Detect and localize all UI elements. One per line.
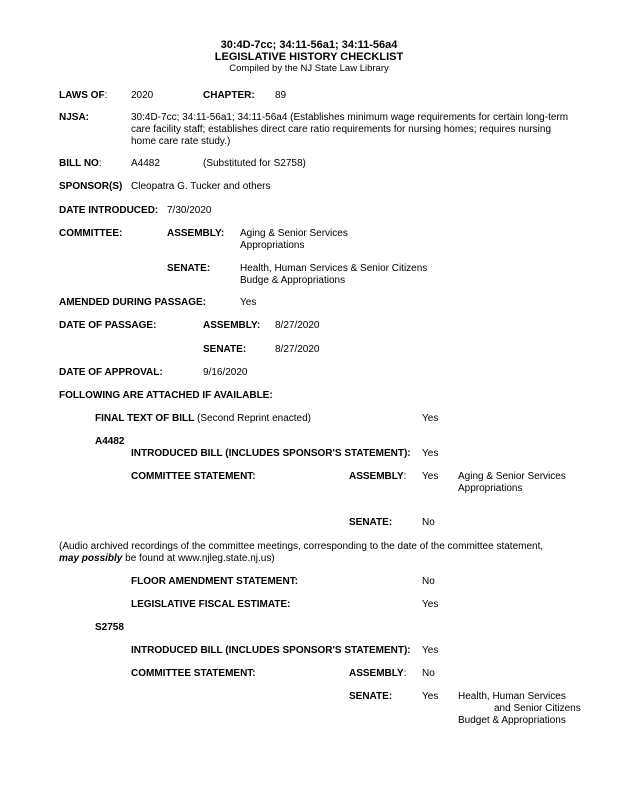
s2758-label: S2758 <box>95 622 124 633</box>
s2758-introduced-label: INTRODUCED BILL (INCLUDES SPONSOR'S STATEMENT): <box>131 645 411 656</box>
a4482-senate-label: SENATE: <box>349 517 393 528</box>
s2758-senate-label: SENATE: <box>349 691 393 702</box>
passage-senate-value: 8/27/2020 <box>275 344 320 355</box>
s2758-assembly-label: ASSEMBLY: <box>349 668 407 679</box>
amended-label: AMENDED DURING PASSAGE: <box>59 297 207 308</box>
final-text-label: FINAL TEXT OF BILL (Second Reprint enacted) <box>95 413 311 424</box>
committee-senate-line2: Budge & Appropriations <box>240 275 346 286</box>
a4482-committee-label: COMMITTEE STATEMENT: <box>131 471 256 482</box>
a4482-assembly-label: ASSEMBLY: <box>349 471 407 482</box>
njsa-value: 30:4D-7cc; 34:11-56a1; 34:11-56a4 (Establishes minimum wage requirements for certain long-term care facility staff; establishes direct care ratio requirements for nursing homes; requires nursing home care rate study.) <box>131 112 569 147</box>
s2758-committee-label: COMMITTEE STATEMENT: <box>131 668 256 679</box>
document-subtitle: LEGISLATIVE HISTORY CHECKLIST <box>214 51 404 63</box>
passage-assembly-value: 8/27/2020 <box>275 320 320 331</box>
date-introduced-value: 7/30/2020 <box>167 205 212 216</box>
laws-of-value: 2020 <box>131 90 154 101</box>
committee-assembly-line2: Appropriations <box>240 240 305 251</box>
a4482-assembly-line1: Aging & Senior Services <box>458 471 566 482</box>
document-title: 30:4D-7cc; 34:11-56a1; 34:11-56a4 <box>220 39 398 51</box>
a4482-senate-value: No <box>422 517 435 528</box>
fiscal-estimate-label: LEGISLATIVE FISCAL ESTIMATE: <box>131 599 291 610</box>
bill-no-note: (Substituted for S2758) <box>203 158 306 169</box>
approval-label: DATE OF APPROVAL: <box>59 367 163 378</box>
committee-assembly-label: ASSEMBLY: <box>167 228 225 239</box>
compiled-by: Compiled by the NJ State Law Library <box>229 63 389 74</box>
bill-no-label: BILL NO: <box>59 158 102 169</box>
final-text-value: Yes <box>422 413 439 424</box>
a4482-assembly-line2: Appropriations <box>458 483 523 494</box>
a4482-introduced-label: INTRODUCED BILL (INCLUDES SPONSOR'S STATEMENT): <box>131 448 411 459</box>
floor-amendment-label: FLOOR AMENDMENT STATEMENT: <box>131 576 299 587</box>
audio-note: (Audio archived recordings of the committee meetings, corresponding to the date of the committee statement, may possibly be found at www.njleg.state.nj.us) <box>59 541 544 564</box>
date-introduced-label: DATE INTRODUCED: <box>59 205 159 216</box>
committee-assembly-line1: Aging & Senior Services <box>240 228 348 239</box>
s2758-senate-line2: and Senior Citizens <box>494 703 581 714</box>
s2758-senate-value: Yes <box>422 691 439 702</box>
a4482-introduced-value: Yes <box>422 448 439 459</box>
njsa-label: NJSA: <box>59 112 90 123</box>
bill-no-value: A4482 <box>131 158 160 169</box>
attached-heading: FOLLOWING ARE ATTACHED IF AVAILABLE: <box>59 390 273 401</box>
committee-senate-line1: Health, Human Services & Senior Citizens <box>240 263 428 274</box>
sponsor-value: Cleopatra G. Tucker and others <box>131 181 271 192</box>
s2758-assembly-value: No <box>422 668 435 679</box>
chapter-label: CHAPTER: <box>203 90 255 101</box>
committee-label: COMMITTEE: <box>59 228 123 239</box>
approval-value: 9/16/2020 <box>203 367 248 378</box>
s2758-senate-line3: Budget & Appropriations <box>458 715 566 726</box>
chapter-value: 89 <box>275 90 287 101</box>
a4482-assembly-value: Yes <box>422 471 439 482</box>
passage-senate-label: SENATE: <box>203 344 247 355</box>
fiscal-estimate-value: Yes <box>422 599 439 610</box>
sponsor-label: SPONSOR(S) <box>59 181 123 192</box>
amended-value: Yes <box>240 297 257 308</box>
a4482-label: A4482 <box>95 436 125 447</box>
floor-amendment-value: No <box>422 576 435 587</box>
s2758-introduced-value: Yes <box>422 645 439 656</box>
s2758-senate-line1: Health, Human Services <box>458 691 566 702</box>
passage-label: DATE OF PASSAGE: <box>59 320 157 331</box>
laws-of-label: LAWS OF: <box>59 90 108 101</box>
committee-senate-label: SENATE: <box>167 263 211 274</box>
passage-assembly-label: ASSEMBLY: <box>203 320 261 331</box>
